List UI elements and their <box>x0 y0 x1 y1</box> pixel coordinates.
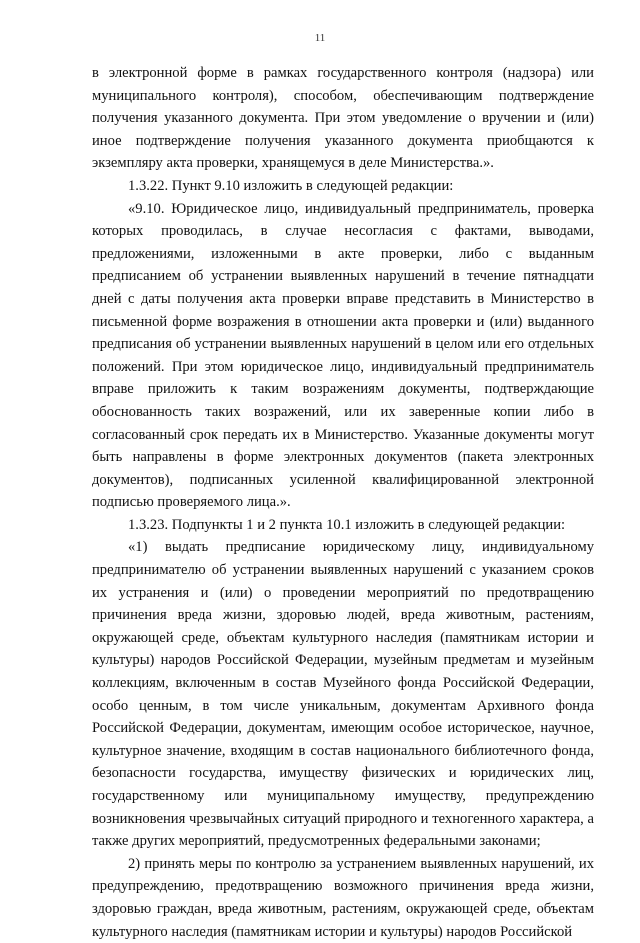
page-number: 11 <box>314 32 326 44</box>
paragraph-continuation: в электронной форме в рамках государственного контроля (надзора) или муниципального контроля), способом, обеспечивающим подтверждение получения указанного документа. При этом уведомление о вручении и (или) иное подтверждение получения указанного документа приобщаются к экземпляру акта проверки, хранящемуся в деле Министерства.». <box>92 65 594 172</box>
paragraph-subitem-2: 2) принять меры по контролю за устранением выявленных нарушений, их предупреждению, предотвращению возможного причинения вреда жизни, здоровью граждан, вреда животным, растениям, окружающей среде, объектам культурного наследия (памятникам истории и культуры) народов Российской <box>92 855 594 940</box>
document-body <box>92 62 594 943</box>
paragraph-quote-9-10: «9.10. Юридическое лицо, индивидуальный предприниматель, проверка которых проводилась, в случае несогласия с фактами, выводами, предложениями, изложенными в акте проверки, либо с выданным предписанием об устранении выявленных нарушений в течение пятнадцати дней с даты получения акта проверки вправе представить в Министерство в письменной форме возражения в отношении акта проверки и (или) выданного предписания об устранении выявленных нарушений в целом или его отдельных положений. При этом юридическое лицо, индивидуальный предприниматель вправе приложить к таким возражениям документы, подтверждающие обоснованность таких возражений, или их заверенные копии либо в согласованный срок передать их в Министерство. Указанные документы могут быть направлены в форме электронных документов (пакета электронных документов), подписанных усиленной квалифицированной электронной подписью проверяемого лица.». <box>92 200 594 511</box>
paragraph-subitem-1: «1) выдать предписание юридическому лицу, индивидуальному предпринимателю об устранении выявленных нарушений с указанием сроков их устранения и (или) о проведении мероприятий по предотвращению причинения вреда жизни, здоровью людей, вреда животным, растениям, окружающей среде, объектам культурного наследия (памятникам истории и культуры) народов Российской Федерации, музейным предметам и музейным коллекциям, включенным в состав Музейного фонда Российской Федерации, особо ценным, в том числе уникальным, документам Архивного фонда Российской Федерации, документам, имеющим особое историческое, научное, культурное значение, входящим в состав национального библиотечного фонда, безопасности государства, имуществу физических и юридических лиц, государственному или муниципальному имуществу, предупреждению возникновения чрезвычайных ситуаций природного и техногенного характера, а также других мероприятий, предусмотренных федеральными законами; <box>92 539 594 850</box>
paragraph-item-1-3-23: 1.3.23. Подпункты 1 и 2 пункта 10.1 изложить в следующей редакции: <box>128 516 566 533</box>
paragraph-item-1-3-22: 1.3.22. Пункт 9.10 изложить в следующей редакции: <box>128 177 454 194</box>
